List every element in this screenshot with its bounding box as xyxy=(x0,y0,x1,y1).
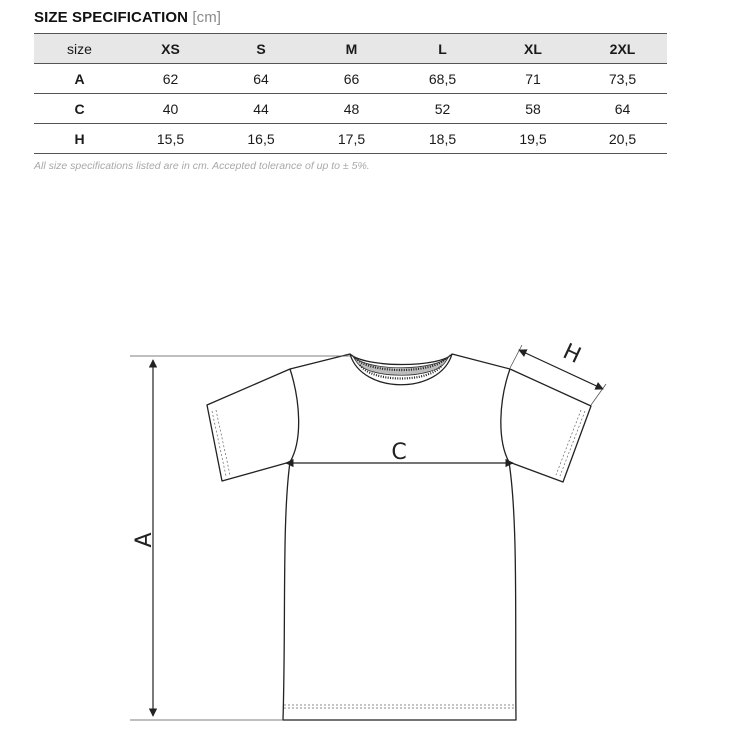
spec-title-text: SIZE SPECIFICATION xyxy=(34,9,189,26)
table-cell: 17,5 xyxy=(306,124,397,154)
row-label: A xyxy=(34,64,125,94)
table-cell: 71 xyxy=(488,64,578,94)
table-cell: 66 xyxy=(306,64,397,94)
table-cell: 64 xyxy=(578,94,667,124)
table-cell: 16,5 xyxy=(216,124,306,154)
table-cell: 48 xyxy=(306,94,397,124)
table-cell: 15,5 xyxy=(125,124,216,154)
table-cell: 20,5 xyxy=(578,124,667,154)
tolerance-note: All size specifications listed are in cm. Accepted tolerance of up to ± 5%. xyxy=(34,160,370,172)
spec-title-unit: [cm] xyxy=(192,9,222,26)
size-header: 2XL xyxy=(578,34,667,64)
table-cell: 64 xyxy=(216,64,306,94)
table-cell: 73,5 xyxy=(578,64,667,94)
row-label: C xyxy=(34,94,125,124)
table-cell: 62 xyxy=(125,64,216,94)
dimension-a-label: A xyxy=(132,532,157,548)
size-header: M xyxy=(306,34,397,64)
table-cell: 58 xyxy=(488,94,578,124)
row-label: H xyxy=(34,124,125,154)
table-cell: 44 xyxy=(216,94,306,124)
size-header: XS xyxy=(125,34,216,64)
table-corner-label: size xyxy=(34,34,125,64)
size-header: XL xyxy=(488,34,578,64)
size-header: L xyxy=(397,34,488,64)
dimension-h-label: H xyxy=(558,339,585,369)
table-cell: 18,5 xyxy=(397,124,488,154)
dimension-c xyxy=(286,440,513,465)
tshirt-outline xyxy=(207,354,591,720)
table-cell: 68,5 xyxy=(397,64,488,94)
table-cell: 19,5 xyxy=(488,124,578,154)
dimension-h xyxy=(510,339,606,405)
table-cell: 52 xyxy=(397,94,488,124)
dimension-c-label: C xyxy=(391,440,407,465)
dimension-a xyxy=(130,356,350,720)
size-header: S xyxy=(216,34,306,64)
table-cell: 40 xyxy=(125,94,216,124)
